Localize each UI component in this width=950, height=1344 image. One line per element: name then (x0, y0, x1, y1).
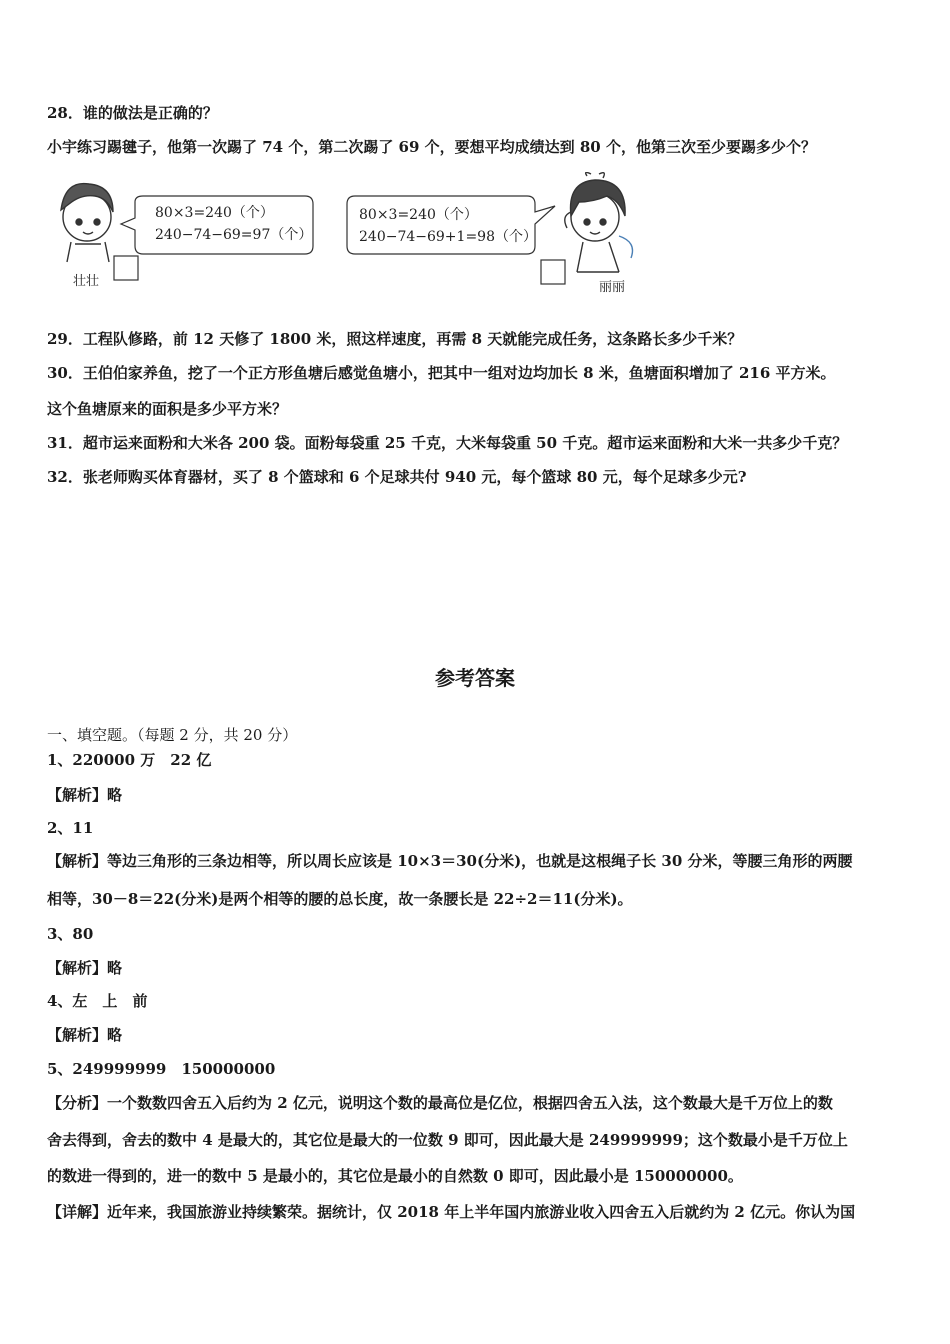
answers-title: 参考答案 (435, 666, 515, 690)
answer-1: 1、220000 万 22 亿 (47, 751, 212, 769)
question-28-text: 小宇练习踢毽子，他第一次踢了 74 个，第二次踢了 69 个，要想平均成绩达到 80 个，他第三次至少要踢多少个？ (47, 138, 816, 156)
question-31: 31．超市运来面粉和大米各 200 袋。面粉每袋重 25 千克，大米每袋重 50 千克。超市运来面粉和大米一共多少千克？ (47, 434, 848, 452)
answer-5: 5、249999999 150000000 (47, 1060, 276, 1078)
answer-5-analysis-line-1: 【分析】一个数数四舍五入后约为 2 亿元，说明这个数的最高位是亿位，根据四舍五入法，这个数最大是千万位上的数 (47, 1094, 833, 1112)
answer-1-analysis: 【解析】略 (47, 786, 123, 804)
boy-answer-box[interactable] (114, 256, 138, 280)
girl-calc-line-1: 80×3=240（个） (359, 207, 478, 223)
answer-3: 3、80 (47, 925, 94, 943)
girl-calc-line-2: 240−74−69+1=98（个） (359, 229, 537, 245)
question-30-line-1: 30．王伯伯家养鱼，挖了一个正方形鱼塘后感觉鱼塘小，把其中一组对边均加长 8 米，鱼塘面积增加了 216 平方米。 (47, 364, 836, 382)
question-32: 32．张老师购买体育器材，买了 8 个篮球和 6 个足球共付 940 元，每个篮球 80 元，每个足球多少元? (47, 468, 747, 486)
answer-4: 4、左 上 前 (47, 992, 148, 1010)
girl-answer-box[interactable] (541, 260, 565, 284)
question-28-illustration (47, 172, 647, 294)
boy-figure (61, 184, 113, 262)
answer-2-analysis-line-1: 【解析】等边三角形的三条边相等，所以周长应该是 10×3＝30(分米)，也就是这根绳子长 30 分米，等腰三角形的两腰 (47, 852, 853, 870)
boy-name: 壮壮 (73, 274, 100, 289)
illustration-drawing (47, 172, 647, 294)
answer-2-analysis-line-2: 相等，30－8＝22(分米)是两个相等的腰的总长度，故一条腰长是 22÷2＝11(分米)。 (47, 890, 633, 908)
answer-2: 2、11 (47, 819, 94, 837)
girl-name: 丽丽 (599, 280, 626, 295)
question-29: 29．工程队修路，前 12 天修了 1800 米，照这样速度，再需 8 天就能完成任务，这条路长多少千米？ (47, 330, 743, 348)
answer-3-analysis: 【解析】略 (47, 959, 123, 977)
answers-section-1: 一、填空题。（每题 2 分，共 20 分） (47, 726, 298, 744)
boy-calc-line-2: 240−74−69=97（个） (155, 227, 313, 243)
answer-5-analysis-line-3: 的数进一得到的，进一的数中 5 是最小的，其它位是最小的自然数 0 即可，因此最小是 150000000。 (47, 1167, 743, 1185)
boy-calc-line-1: 80×3=240（个） (155, 205, 274, 221)
question-28-title: 28．谁的做法是正确的？ (47, 104, 218, 122)
answer-5-analysis-line-2: 舍去得到，舍去的数中 4 是最大的，其它位是最大的一位数 9 即可，因此最大是 249999999；这个数最小是千万位上 (47, 1131, 848, 1149)
girl-figure (565, 172, 633, 272)
answer-4-analysis: 【解析】略 (47, 1026, 123, 1044)
question-30-line-2: 这个鱼塘原来的面积是多少平方米？ (47, 400, 288, 418)
answer-5-detail-line-1: 【详解】近年来，我国旅游业持续繁荣。据统计，仅 2018 年上半年国内旅游业收入四舍五入后就约为 2 亿元。你认为国 (47, 1203, 856, 1221)
